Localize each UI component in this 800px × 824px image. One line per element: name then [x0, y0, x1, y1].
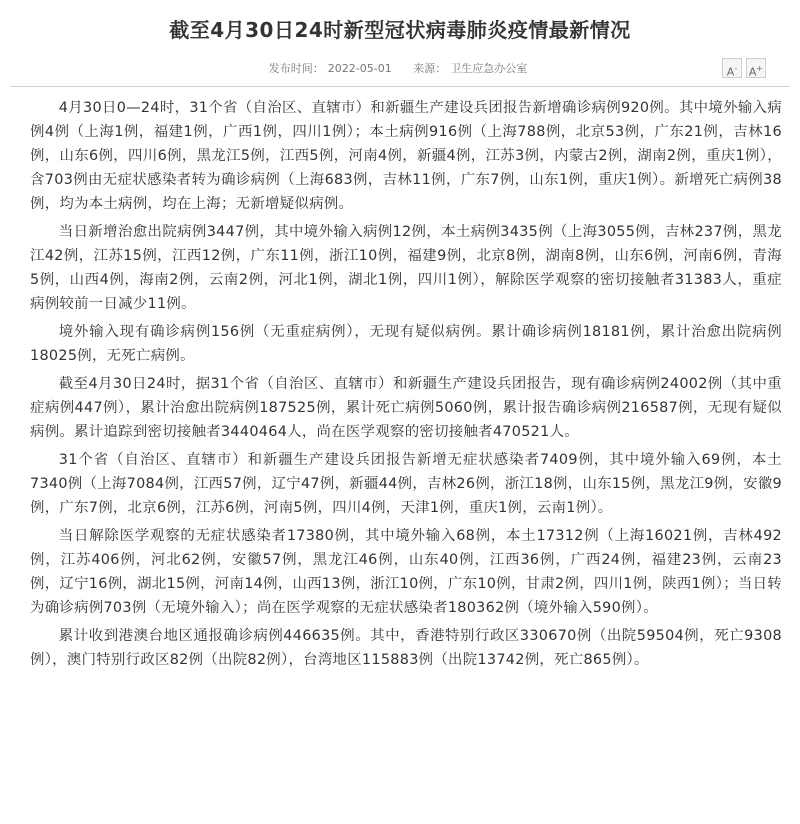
font-decrease-label: A — [726, 65, 735, 79]
paragraph: 境外输入现有确诊病例156例（无重症病例），无现有疑似病例。累计确诊病例18181例，累计治愈出院病例18025例，无死亡病例。 — [30, 324, 782, 364]
paragraph: 当日新增治愈出院病例3447例，其中境外输入病例12例，本土病例3435例（上海3055例，吉林237例，黑龙江42例，江苏15例，江西12例，广东11例，浙江10例，福建9例，北京8例，湖南8例，山东6例，河南6例，青海5例，山西4例，海南2例，云南2例，河北1例，湖北1例，四川1例），解除医学观察的密切接触者31383人，重症病例较前一日减少11例。 — [30, 224, 782, 312]
source-name: 卫生应急办公室 — [450, 62, 528, 75]
minus-icon: - — [734, 64, 738, 73]
font-increase-button[interactable] — [746, 58, 766, 78]
publish-date: 2022-05-01 — [327, 62, 392, 75]
paragraph: 截至4月30日24时，据31个省（自治区、直辖市）和新疆生产建设兵团报告，现有确诊病例24002例（其中重症病例447例），累计治愈出院病例187525例，累计死亡病例5060例，累计报告确诊病例216587例，无现有疑似病例。累计追踪到密切接触者3440464人，尚在医学观察的密切接触者470521人。 — [30, 376, 782, 440]
font-decrease-button[interactable] — [722, 58, 742, 78]
paragraph: 31个省（自治区、直辖市）和新疆生产建设兵团报告新增无症状感染者7409例，其中境外输入69例，本土7340例（上海7084例，江西57例，辽宁47例，新疆44例，吉林26例，浙江18例，山东15例，黑龙江9例，安徽9例，广东7例，北京6例，江苏6例，河南5例，四川4例，天津1例，重庆1例，云南1例）。 — [30, 452, 782, 516]
paragraph: 当日解除医学观察的无症状感染者17380例，其中境外输入68例，本土17312例（上海16021例，吉林492例，江苏406例，河北62例，安徽57例，黑龙江46例，山东40例，江西36例，广西24例，福建23例，云南23例，辽宁16例，湖北15例，河南14例，山西13例，浙江10例，广东10例，甘肃2例，四川1例，陕西1例）；当日转为确诊病例703例（无境外输入）；尚在医学观察的无症状感染者180362例（境外输入590例）。 — [30, 528, 782, 616]
paragraph: 累计收到港澳台地区通报确诊病例446635例。其中，香港特别行政区330670例（出院59504例，死亡9308例），澳门特别行政区82例（出院82例），台湾地区115883例（出院13742例，死亡865例）。 — [30, 628, 782, 668]
article-body — [30, 96, 782, 676]
page-title: 截至4月30日24时新型冠状病毒肺炎疫情最新情况 — [169, 18, 631, 42]
publish-label: 发布时间： — [268, 62, 324, 75]
paragraph: 4月30日0—24时，31个省（自治区、直辖市）和新疆生产建设兵团报告新增确诊病例920例。其中境外输入病例4例（上海1例，福建1例，广西1例，四川1例）；本土病例916例（上海788例，北京53例，广东21例，吉林16例，山东6例，四川6例，黑龙江5例，江西5例，河南4例，新疆4例，江苏3例，内蒙古2例，湖南2例，重庆1例），含703例由无症状感染者转为确诊病例（上海683例，吉林11例，广东7例，山东1例，重庆1例）。新增死亡病例38例，均为本土病例，均在上海；无新增疑似病例。 — [30, 100, 782, 212]
article-meta — [0, 60, 800, 76]
plus-icon: + — [756, 64, 764, 73]
source-label: 来源： — [413, 62, 447, 75]
header-divider — [10, 86, 790, 87]
font-increase-label: A — [748, 65, 757, 79]
